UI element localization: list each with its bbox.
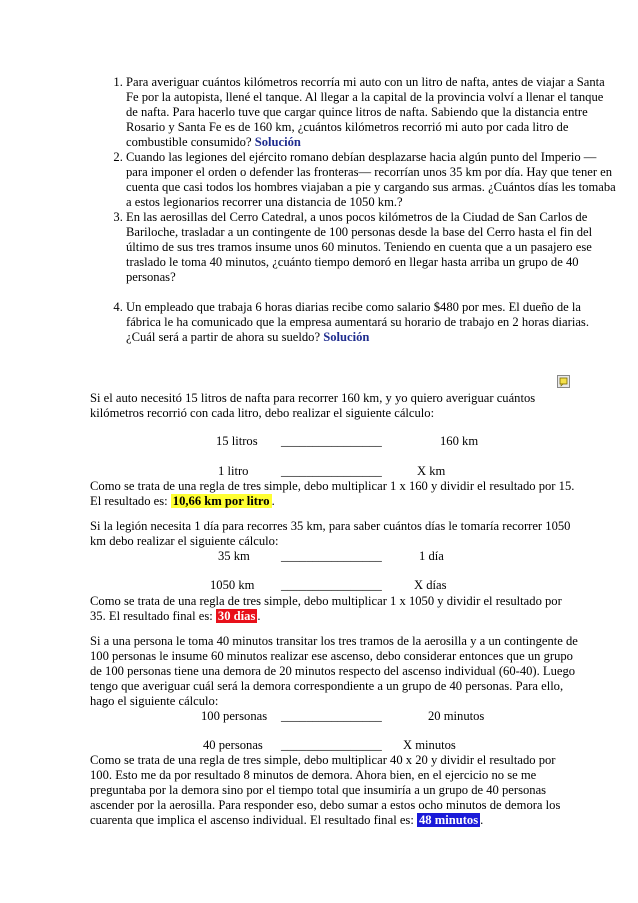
conclusion-end: . [480,813,484,827]
rule-left-2: 1050 km [210,578,255,592]
rule-left-2: 1 litro [218,464,249,478]
solution-conclusion [90,753,580,828]
conclusion-end: . [257,609,261,623]
solution-intro: Si la legión necesita 1 día para recorres 35 km, para saber cuántos días le tomaría recorrer 1050 km debo realizar el siguiente cálculo: [90,519,571,548]
rule-left-1: 15 litros [216,434,258,448]
result-highlight: 48 minutos [418,813,479,827]
comment-note-icon[interactable] [557,375,570,388]
rule-right-2: X km [417,464,446,478]
problem-4 [126,300,616,345]
solution-link[interactable]: Solución [323,330,370,344]
rule-right-2: X minutos [403,738,456,752]
solution-conclusion [90,594,580,624]
rule-left-1: 100 personas [201,709,268,723]
conclusion-text: Como se trata de una regla de tres simple, debo multiplicar 1 x 160 y dividir el resultado por 15. El resultado es: [90,479,575,508]
problem-1 [126,75,616,150]
conclusion-end: . [271,494,275,508]
problem-text: Cuando las legiones del ejército romano debían desplazarse hacia algún punto del Imperio —para imponer el orden o defender las fronteras— recorrían unos 35 km por día. Hay que tener en cuenta que casi todos los hombres viajaban a pie y cargando sus armas. ¿Cuántos días les tomaba a estos legionarios recorrer una distancia de 1050 km.? [126,150,616,209]
rule-right-2: X días [414,578,447,592]
problem-text: Un empleado que trabaja 6 horas diarias recibe como salario $480 por mes. El dueño de la fábrica le ha comunicado que la empresa aumentará su horario de trabajo en 2 horas diarias. ¿Cuál será a partir de ahora su sueldo? [126,300,589,344]
problem-3 [126,210,616,285]
solution-link[interactable]: Solución [254,135,301,149]
conclusion-text: Como se trata de una regla de tres simple, debo multiplicar 40 x 20 y dividir el resultado por 100. Esto me da por resultado 8 minutos de demora. Ahora bien, en el ejercicio no se me preguntaba por la demora sino por el tiempo total que insumiría a un grupo de 40 personas ascender por la aerosilla. Para responder eso, debo sumar a estos ocho minutos de demora los cuarenta que implica el ascenso individual. El resultado final es: [90,753,561,827]
rule-left-1: 35 km [218,549,250,563]
rule-right-1: 160 km [440,434,479,448]
rule-blank: ________________ [281,464,382,478]
result-highlight: 10,66 km por litro [172,494,270,508]
solution-3 [90,634,580,827]
solution-intro: Si el auto necesitó 15 litros de nafta para recorrer 160 km, y yo quiero averiguar cuántos kilómetros recorrió con cada litro, debo realizar el siguiente cálculo: [90,391,536,420]
problem-text: Para averiguar cuántos kilómetros recorría mi auto con un litro de nafta, antes de viajar a Santa Fe por la autopista, llené el tanque. Al llegar a la capital de la provincia volví a llenar el tanque de nafta. Para hacerlo tuve que cargar quince litros de nafta. Sabiendo que la distancia entre Rosario y Santa Fe es de 160 km, ¿cuántos kilómetros recorrió mi auto por cada litro de combustible consumido? [126,75,605,149]
solution-conclusion [90,479,580,509]
conclusion-text: Como se trata de una regla de tres simple, debo multiplicar 1 x 1050 y dividir el resultado por 35. El resultado final es: [90,594,562,623]
solution-intro: Si a una persona le toma 40 minutos transitar los tres tramos de la aerosilla y a un contingente de 100 personas le insume 60 minutos realizar ese ascenso, debo considerar entonces que un grupo de 100 personas tiene una demora de 20 minutos respecto del ascenso individual (60-40). Luego tengo que averiguar cuál será la demora correspondiente a un grupo de 40 personas. Para ello, hago el siguiente cálculo: [90,634,578,708]
problem-2 [126,150,616,210]
problem-list [90,75,616,345]
rule-left-2: 40 personas [203,738,263,752]
rule-blank: ________________ [281,549,382,563]
result-highlight: 30 días [217,609,256,623]
rule-blank: ________________ [281,709,382,723]
problem-text: En las aerosillas del Cerro Catedral, a unos pocos kilómetros de la Ciudad de San Carlos de Bariloche, trasladar a un contingente de 100 personas desde la base del Cerro hasta el fin del último de sus tres tramos insume unos 60 minutos. Teniendo en cuenta que a un pasajero ese traslado le toma 40 minutos, ¿cuánto tiempo demoró en llegar hasta arriba un grupo de 40 personas? [126,210,593,284]
rule-blank: ________________ [281,434,382,448]
rule-blank: ________________ [281,738,382,752]
solution-2 [90,519,580,623]
solution-1 [90,391,580,508]
rule-right-1: 1 día [419,549,444,563]
rule-right-1: 20 minutos [428,709,485,723]
rule-blank: ________________ [281,578,382,592]
